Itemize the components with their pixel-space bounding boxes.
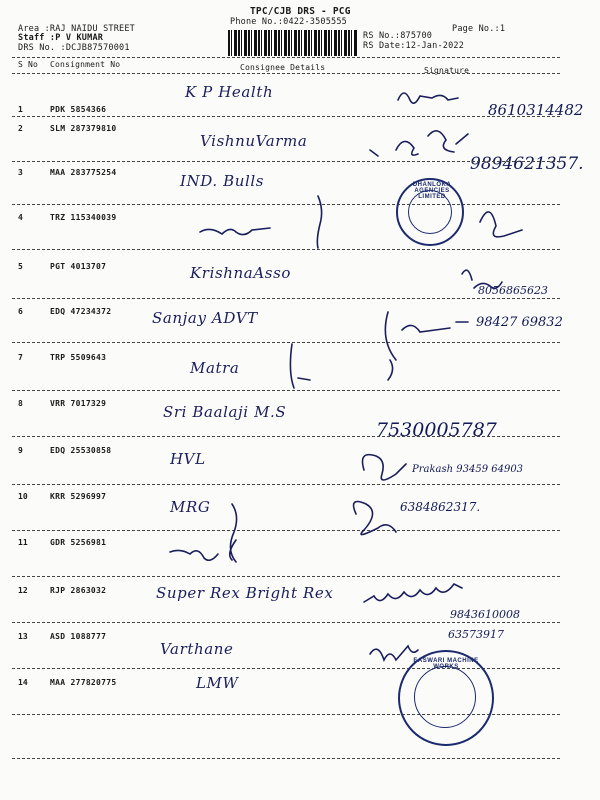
row-consignment: MAA 283775254 bbox=[50, 168, 117, 177]
row-consignee: Sri Baalaji M.S bbox=[163, 403, 287, 421]
row-consignee: KrishnaAsso bbox=[190, 264, 291, 282]
stamp-text: EASWARI MACHINE WORKS bbox=[413, 658, 479, 670]
phone-number: Phone No.:0422-3505555 bbox=[230, 17, 347, 27]
row-consignee: LMW bbox=[196, 674, 239, 692]
signature-scribble bbox=[363, 455, 407, 480]
row-sno: 6 bbox=[18, 307, 23, 316]
rs-date: RS Date:12-Jan-2022 bbox=[363, 41, 465, 51]
signature-scribble bbox=[396, 131, 468, 155]
staff-label: Staff :P V KUMAR bbox=[18, 33, 104, 43]
row-consignee: Sanjay ADVT bbox=[152, 309, 258, 327]
row-consignment: EDQ 47234372 bbox=[50, 307, 112, 316]
row-consignee: Varthane bbox=[160, 640, 234, 658]
signature-scribble bbox=[230, 504, 237, 562]
drs-number: DRS No. :DCJB87570001 bbox=[18, 43, 130, 53]
row-consignment: TRP 5509643 bbox=[50, 353, 107, 362]
signature-scribble bbox=[354, 502, 396, 535]
signature-scribble bbox=[480, 212, 522, 237]
row-sno: 13 bbox=[18, 632, 28, 641]
row-consignee: Matra bbox=[190, 359, 240, 377]
page-number: Page No.:1 bbox=[452, 24, 506, 34]
row-consignment: EDQ 25530858 bbox=[50, 446, 112, 455]
row-phone: 8056865623 bbox=[478, 284, 548, 297]
signature-scribble bbox=[290, 344, 310, 388]
footer-divider bbox=[12, 758, 560, 759]
row-phone: 63573917 bbox=[448, 628, 504, 641]
rs-number: RS No.:875700 bbox=[363, 31, 433, 41]
signature-scribble bbox=[402, 322, 468, 332]
signature-scribble bbox=[398, 93, 458, 103]
row-consignee: IND. Bulls bbox=[180, 172, 265, 190]
row-consignee: HVL bbox=[170, 450, 206, 468]
row-consignment: MAA 277820775 bbox=[50, 678, 117, 687]
row-sno: 2 bbox=[18, 124, 23, 133]
stamp-text: DHANLOKA AGENCIES LIMITED bbox=[412, 182, 452, 200]
column-consignee: Consignee Details bbox=[240, 63, 326, 72]
row-sno: 8 bbox=[18, 399, 23, 408]
row-consignment: GDR 5256981 bbox=[50, 538, 107, 547]
row-phone: 6384862317. bbox=[400, 500, 481, 514]
signature-scribble bbox=[370, 150, 378, 156]
row-consignee: K P Health bbox=[185, 83, 274, 101]
row-consignment: RJP 2863032 bbox=[50, 586, 107, 595]
area-label: Area :RAJ NAIDU STREET bbox=[18, 24, 135, 34]
company-stamp bbox=[398, 650, 494, 746]
row-phone: 8610314482 bbox=[488, 101, 584, 119]
row-consignment: SLM 287379810 bbox=[50, 124, 117, 133]
row-phone: 98427 69832 bbox=[476, 315, 563, 330]
row-phone: 9843610008 bbox=[450, 608, 520, 621]
row-sno: 4 bbox=[18, 213, 23, 222]
row-sno: 7 bbox=[18, 353, 23, 362]
row-consignment: VRR 7017329 bbox=[50, 399, 107, 408]
row-sno: 1 bbox=[18, 105, 23, 114]
column-sno: S No bbox=[18, 60, 39, 69]
signature-scribble bbox=[462, 270, 502, 288]
row-sno: 9 bbox=[18, 446, 23, 455]
row-consignment: ASD 1088777 bbox=[50, 632, 107, 641]
row-sno: 14 bbox=[18, 678, 28, 687]
row-sno: 12 bbox=[18, 586, 28, 595]
row-phone: 7530005787 bbox=[376, 419, 497, 441]
row-consignment: TRZ 115340039 bbox=[50, 213, 117, 222]
row-sno: 3 bbox=[18, 168, 23, 177]
row-phone: Prakash 93459 64903 bbox=[412, 464, 524, 475]
row-consignee: Super Rex Bright Rex bbox=[156, 584, 334, 602]
signature-scribble bbox=[385, 312, 396, 380]
row-consignment: PDK 5854366 bbox=[50, 105, 107, 114]
signature-scribble bbox=[364, 584, 462, 602]
row-consignee: VishnuVarma bbox=[200, 132, 308, 150]
row-sno: 5 bbox=[18, 262, 23, 271]
signature-scribble bbox=[170, 550, 218, 560]
sheet-title: TPC/CJB DRS - PCG bbox=[250, 6, 351, 17]
row-consignment: KRR 5296997 bbox=[50, 492, 107, 501]
row-consignee: MRG bbox=[170, 498, 211, 516]
row-sno: 10 bbox=[18, 492, 28, 501]
column-signature: Signature bbox=[424, 66, 470, 75]
company-stamp bbox=[396, 178, 464, 246]
signature-scribble bbox=[200, 228, 270, 235]
row-consignment: PGT 4013707 bbox=[50, 262, 107, 271]
row-phone: 9894621357. bbox=[470, 154, 584, 174]
column-consignment: Consignment No bbox=[50, 60, 121, 69]
signature-scribble bbox=[317, 196, 321, 248]
row-sno: 11 bbox=[18, 538, 28, 547]
